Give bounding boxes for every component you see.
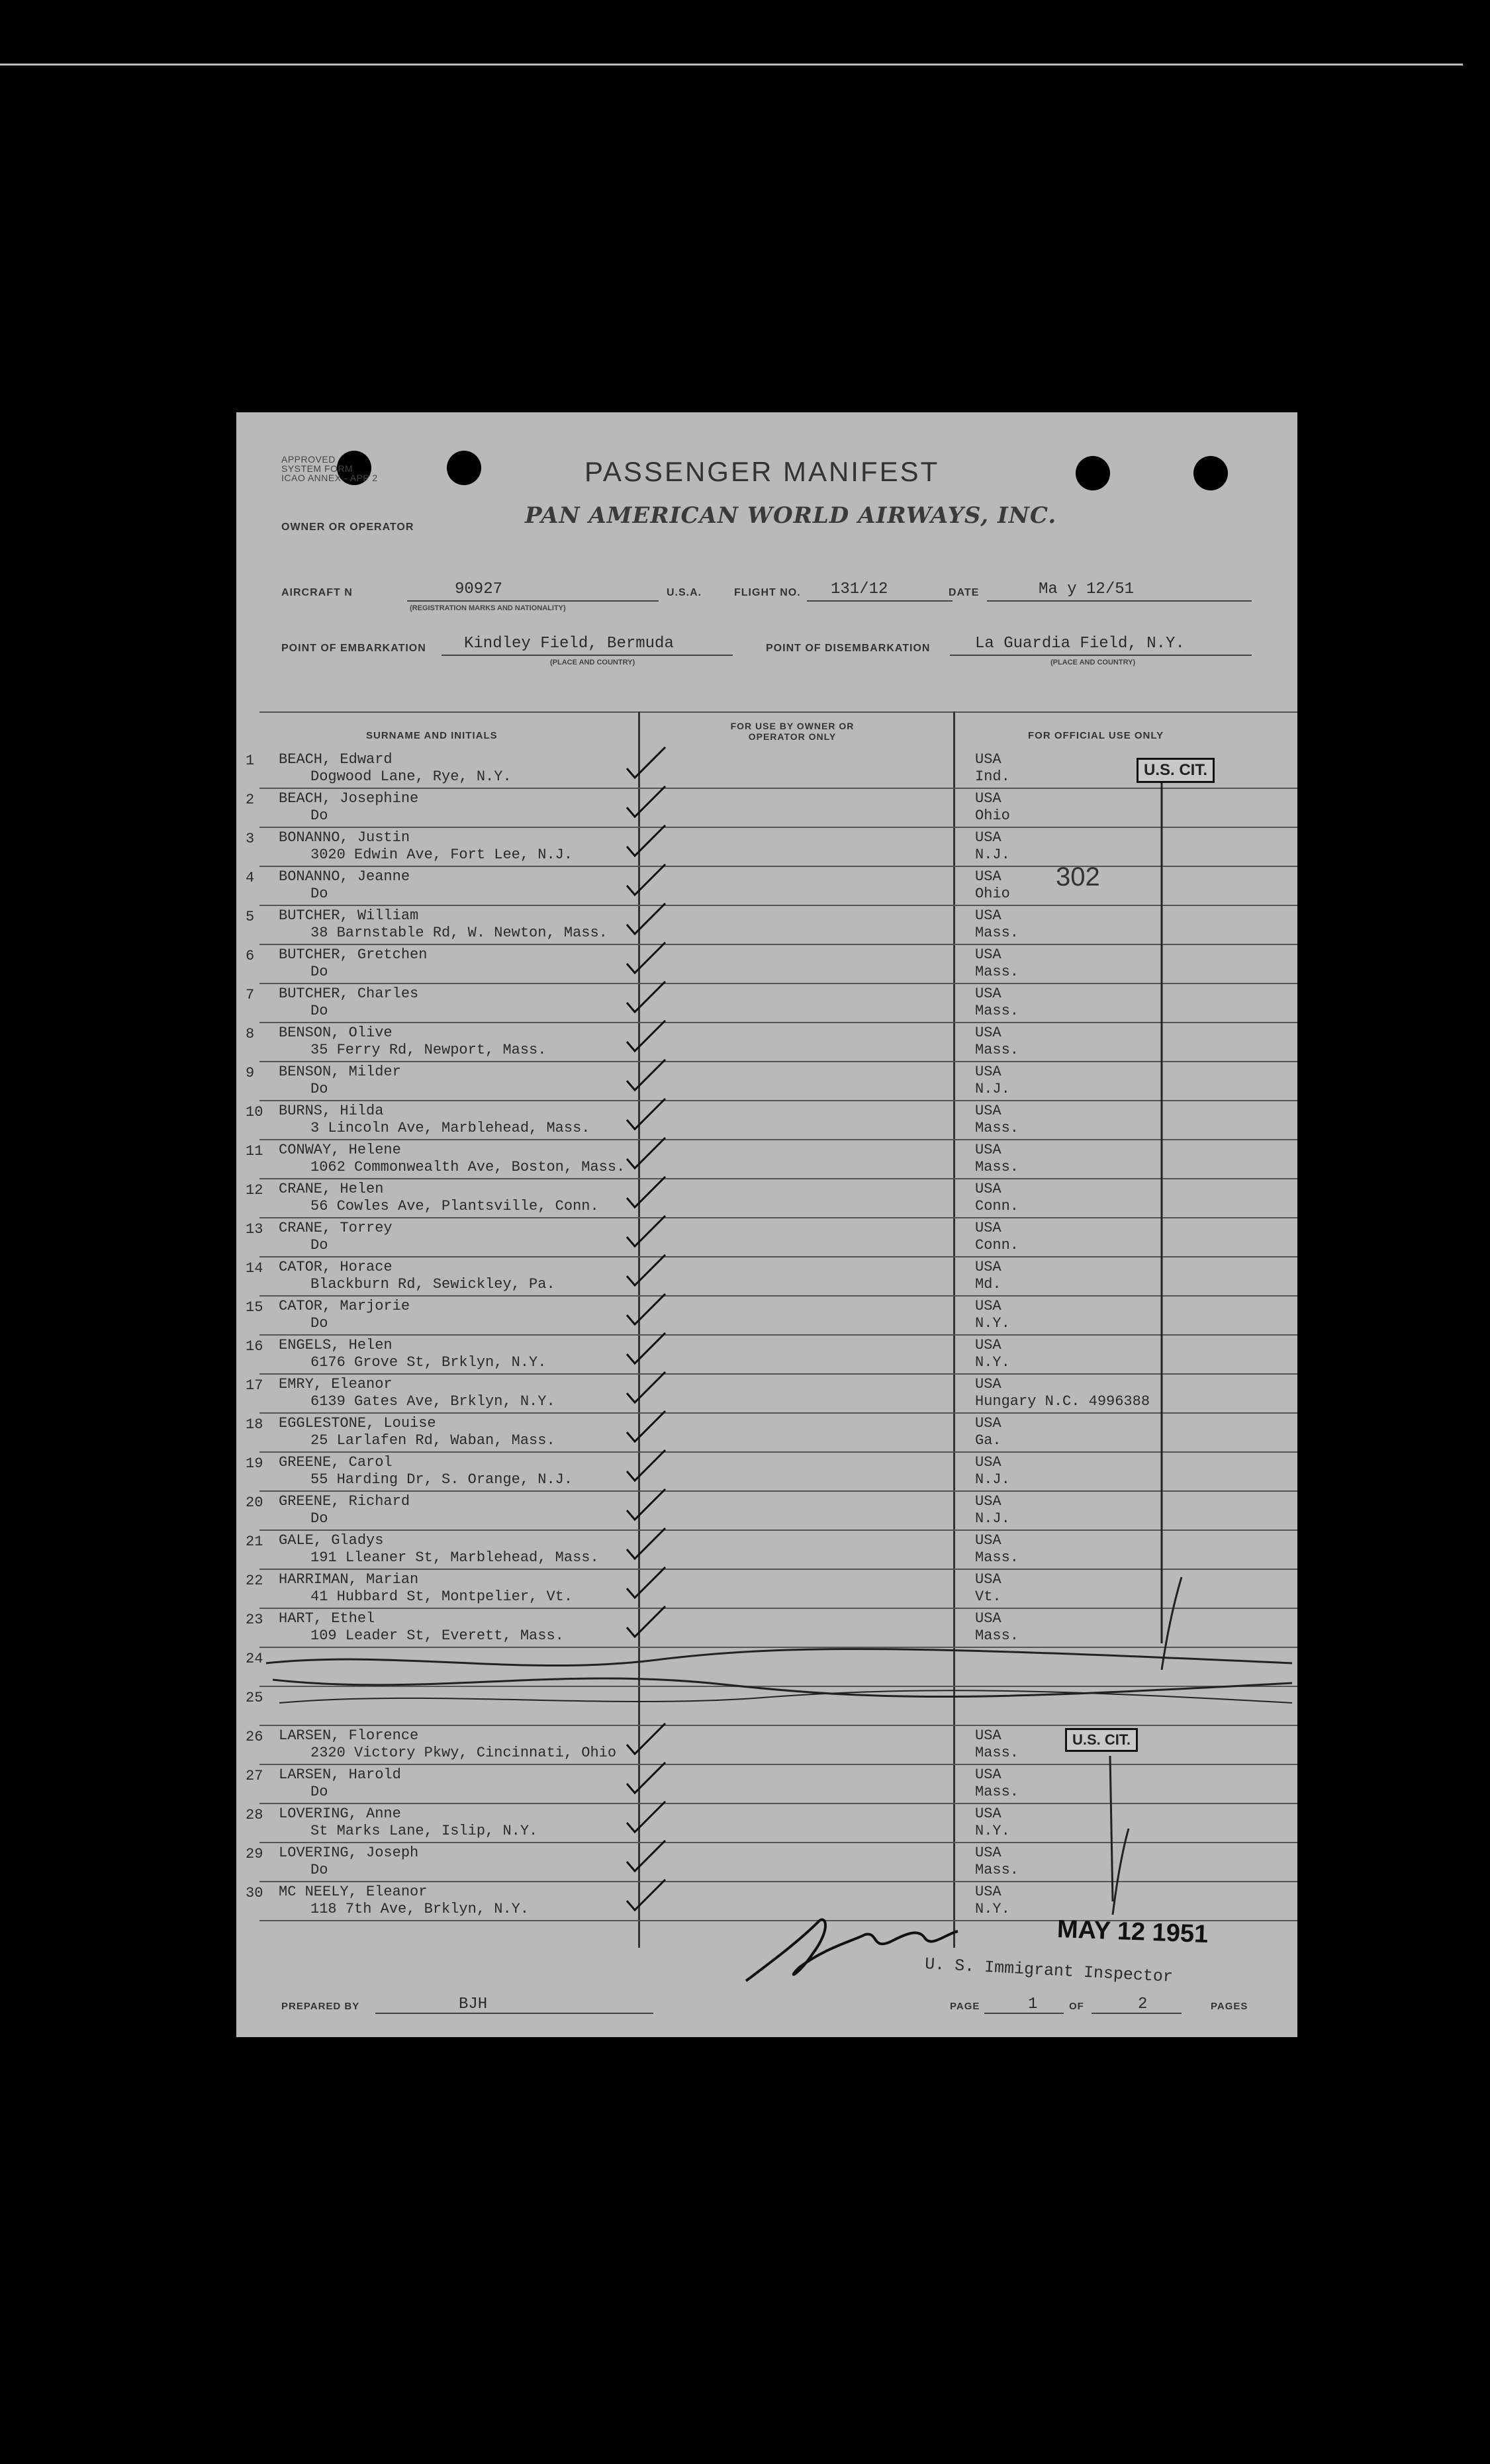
check-mark xyxy=(620,938,673,978)
embark-value: Kindley Field, Bermuda xyxy=(464,635,674,653)
row-number: 7 xyxy=(246,987,255,1003)
check-mark xyxy=(620,978,673,1017)
row-number: 9 xyxy=(246,1065,255,1081)
table-row xyxy=(236,1843,1297,1882)
passenger-address: Do xyxy=(310,1003,328,1019)
aircraft-underline xyxy=(407,600,659,602)
flight-value: 131/12 xyxy=(831,580,888,598)
check-mark xyxy=(620,860,673,900)
row-number: 4 xyxy=(246,870,255,886)
passenger-address: Do xyxy=(310,964,328,980)
residence-cell: Mass. xyxy=(975,1120,1019,1136)
residence-cell: Ga. xyxy=(975,1432,1001,1449)
nationality-cell: USA xyxy=(975,1142,1001,1158)
row-number: 29 xyxy=(246,1846,263,1862)
table-row xyxy=(236,828,1297,867)
row-number: 18 xyxy=(246,1416,263,1433)
passenger-name: EGGLESTONE, Louise xyxy=(279,1415,436,1432)
passenger-name: BONANNO, Jeanne xyxy=(279,868,410,885)
embark-sub: (PLACE AND COUNTRY) xyxy=(550,659,635,666)
nationality-cell: USA xyxy=(975,946,1001,963)
residence-cell: N.Y. xyxy=(975,1901,1010,1917)
passenger-address: Do xyxy=(310,1315,328,1332)
row-number: 28 xyxy=(246,1807,263,1823)
of-value: 2 xyxy=(1138,1995,1148,2013)
passenger-address: 6176 Grove St, Brklyn, N.Y. xyxy=(310,1354,547,1371)
residence-cell: N.Y. xyxy=(975,1315,1010,1332)
passenger-address: 3020 Edwin Ave, Fort Lee, N.J. xyxy=(310,846,573,863)
passenger-name: GREENE, Carol xyxy=(279,1454,393,1471)
nationality-cell: USA xyxy=(975,1454,1001,1471)
residence-cell: Md. xyxy=(975,1276,1001,1293)
embark-underline xyxy=(442,655,733,656)
passenger-name: BONANNO, Justin xyxy=(279,829,410,846)
inspector-title: U. S. Immigrant Inspector xyxy=(924,1954,1174,1987)
passenger-name: GREENE, Richard xyxy=(279,1493,410,1510)
check-mark xyxy=(620,1563,673,1603)
check-mark xyxy=(620,1719,673,1759)
citizenship-stamp: U.S. CIT. xyxy=(1065,1728,1138,1752)
prepared-label: PREPARED BY xyxy=(281,2001,360,2012)
passenger-name: BUTCHER, Gretchen xyxy=(279,946,428,963)
nationality-cell: USA xyxy=(975,1259,1001,1275)
residence-cell: Vt. xyxy=(975,1588,1001,1605)
nationality-cell: USA xyxy=(975,790,1001,807)
check-mark xyxy=(620,1407,673,1447)
owner-label: OWNER OR OPERATOR xyxy=(281,522,414,533)
table-row xyxy=(236,1062,1297,1101)
page-label: PAGE xyxy=(950,2001,980,2012)
passenger-address: 2320 Victory Pkwy, Cincinnati, Ohio xyxy=(310,1745,617,1761)
passenger-name: BURNS, Hilda xyxy=(279,1103,384,1119)
passenger-address: 56 Cowles Ave, Plantsville, Conn. xyxy=(310,1198,599,1214)
passenger-address: Blackburn Rd, Sewickley, Pa. xyxy=(310,1276,555,1293)
page-value: 1 xyxy=(1028,1995,1038,2013)
nationality-cell: USA xyxy=(975,1220,1001,1236)
nationality-cell: USA xyxy=(975,1610,1001,1627)
approval-line: ICAO ANNEX - APP 2 xyxy=(281,473,378,483)
row-number: 1 xyxy=(246,753,255,769)
check-mark xyxy=(620,1095,673,1134)
flight-label: FLIGHT NO. xyxy=(734,587,801,598)
nationality-cell: USA xyxy=(975,1025,1001,1041)
page-underline xyxy=(984,2013,1064,2014)
passenger-address: 35 Ferry Rd, Newport, Mass. xyxy=(310,1042,547,1058)
flight-underline xyxy=(807,600,953,602)
check-mark xyxy=(620,1017,673,1056)
disembark-label: POINT OF DISEMBARKATION xyxy=(766,643,931,654)
check-mark xyxy=(620,1290,673,1330)
passenger-name: EMRY, Eleanor xyxy=(279,1376,393,1392)
passenger-address: 25 Larlafen Rd, Waban, Mass. xyxy=(310,1432,555,1449)
row-number: 30 xyxy=(246,1885,263,1901)
residence-cell: Mass. xyxy=(975,1042,1019,1058)
punch-hole xyxy=(447,451,481,485)
check-mark xyxy=(620,743,673,783)
prepared-underline xyxy=(375,2013,653,2014)
residence-cell: Mass. xyxy=(975,1627,1019,1644)
row-number: 8 xyxy=(246,1026,255,1042)
disembark-value: La Guardia Field, N.Y. xyxy=(975,635,1185,653)
residence-cell: Mass. xyxy=(975,1159,1019,1175)
official-verification-line xyxy=(1097,1756,1137,1928)
row-number: 24 xyxy=(246,1651,263,1667)
passenger-address: Do xyxy=(310,1784,328,1800)
table-row xyxy=(236,1492,1297,1531)
row-number: 23 xyxy=(246,1612,263,1628)
punch-hole xyxy=(1076,456,1110,490)
aircraft-sub: (REGISTRATION MARKS AND NATIONALITY) xyxy=(410,604,566,612)
row-number: 19 xyxy=(246,1455,263,1472)
passenger-name: LOVERING, Anne xyxy=(279,1805,401,1822)
passenger-address: Do xyxy=(310,1510,328,1527)
check-mark xyxy=(620,1758,673,1798)
row-number: 3 xyxy=(246,831,255,847)
table-row xyxy=(236,1375,1297,1414)
row-number: 13 xyxy=(246,1221,263,1238)
residence-cell: N.J. xyxy=(975,1081,1010,1097)
passenger-name: BENSON, Milder xyxy=(279,1064,401,1080)
residence-cell: N.J. xyxy=(975,1471,1010,1488)
citizenship-stamp: U.S. CIT. xyxy=(1137,758,1215,783)
residence-cell: Mass. xyxy=(975,925,1019,941)
passenger-name: BUTCHER, William xyxy=(279,907,419,924)
check-mark xyxy=(620,1173,673,1212)
official-verification-line xyxy=(1150,783,1189,1815)
row-number: 10 xyxy=(246,1104,263,1120)
passenger-name: HARRIMAN, Marian xyxy=(279,1571,419,1588)
check-mark xyxy=(620,1134,673,1173)
manifest-sheet xyxy=(236,412,1297,2037)
passenger-name: BEACH, Edward xyxy=(279,751,393,768)
row-number: 6 xyxy=(246,948,255,964)
scan-edge-line xyxy=(0,64,1463,66)
table-row xyxy=(236,1218,1297,1257)
row-number: 20 xyxy=(246,1494,263,1511)
row-number: 17 xyxy=(246,1377,263,1394)
nationality-cell: USA xyxy=(975,1845,1001,1861)
check-mark xyxy=(620,1446,673,1486)
residence-cell: N.Y. xyxy=(975,1823,1010,1839)
nationality-cell: USA xyxy=(975,1571,1001,1588)
passenger-address: 41 Hubbard St, Montpelier, Vt. xyxy=(310,1588,573,1605)
residence-cell: N.J. xyxy=(975,846,1010,863)
nationality-cell: USA xyxy=(975,1298,1001,1314)
nationality-cell: USA xyxy=(975,1103,1001,1119)
passenger-name: CRANE, Torrey xyxy=(279,1220,393,1236)
table-row xyxy=(236,1101,1297,1140)
check-mark xyxy=(620,1368,673,1408)
table-row xyxy=(236,1023,1297,1062)
nationality-cell: USA xyxy=(975,1415,1001,1432)
column-header-official: FOR OFFICIAL USE ONLY xyxy=(1028,730,1164,741)
passenger-address: 55 Harding Dr, S. Orange, N.J. xyxy=(310,1471,573,1488)
passenger-name: BEACH, Josephine xyxy=(279,790,419,807)
approval-line: APPROVED xyxy=(281,454,336,465)
passenger-name: BUTCHER, Charles xyxy=(279,985,419,1002)
check-mark xyxy=(620,1602,673,1642)
passenger-name: CATOR, Marjorie xyxy=(279,1298,410,1314)
table-row xyxy=(236,789,1297,828)
passenger-address: Dogwood Lane, Rye, N.Y. xyxy=(310,768,512,785)
check-mark xyxy=(620,821,673,861)
row-number: 14 xyxy=(246,1260,263,1277)
passenger-address: 1062 Commonwealth Ave, Boston, Mass. xyxy=(310,1159,626,1175)
aircraft-label: AIRCRAFT N xyxy=(281,587,353,598)
passenger-address: 6139 Gates Ave, Brklyn, N.Y. xyxy=(310,1393,555,1410)
table-row xyxy=(236,1179,1297,1218)
residence-cell: Conn. xyxy=(975,1237,1019,1254)
passenger-address: 191 Lleaner St, Marblehead, Mass. xyxy=(310,1549,599,1566)
passenger-name: CRANE, Helen xyxy=(279,1181,384,1197)
passenger-name: ENGELS, Helen xyxy=(279,1337,393,1353)
row-number: 15 xyxy=(246,1299,263,1316)
passenger-address: 118 7th Ave, Brklyn, N.Y. xyxy=(310,1901,530,1917)
aircraft-value: 90927 xyxy=(455,580,503,598)
approval-note xyxy=(281,455,378,482)
check-mark xyxy=(620,1524,673,1564)
table-row xyxy=(236,1804,1297,1843)
punch-hole xyxy=(1193,456,1228,490)
passenger-name: GALE, Gladys xyxy=(279,1532,384,1549)
passenger-address: 3 Lincoln Ave, Marblehead, Mass. xyxy=(310,1120,590,1136)
nationality-cell: USA xyxy=(975,751,1001,768)
check-mark xyxy=(620,1251,673,1291)
passenger-address: Do xyxy=(310,886,328,902)
table-row xyxy=(236,1765,1297,1804)
form-title: PASSENGER MANIFEST xyxy=(584,456,940,487)
row-number: 12 xyxy=(246,1182,263,1199)
date-underline xyxy=(987,600,1252,602)
check-mark xyxy=(620,1876,673,1915)
check-mark xyxy=(620,1329,673,1369)
residence-cell: Ohio xyxy=(975,886,1010,902)
column-header-surname: SURNAME AND INITIALS xyxy=(366,730,498,741)
residence-cell: Mass. xyxy=(975,964,1019,980)
table-row xyxy=(236,945,1297,984)
nationality-cell: USA xyxy=(975,907,1001,924)
row-number: 22 xyxy=(246,1573,263,1589)
residence-cell: Mass. xyxy=(975,1784,1019,1800)
nationality-cell: USA xyxy=(975,1805,1001,1822)
table-row xyxy=(236,906,1297,945)
table-row xyxy=(236,1257,1297,1297)
table-row xyxy=(236,1726,1297,1765)
residence-cell: N.J. xyxy=(975,1510,1010,1527)
row-number: 2 xyxy=(246,792,255,808)
passenger-name: MC NEELY, Eleanor xyxy=(279,1884,428,1900)
date-stamp: MAY 12 1951 xyxy=(1056,1915,1209,1948)
check-mark xyxy=(620,1056,673,1095)
nationality-cell: USA xyxy=(975,1532,1001,1549)
nationality-cell: USA xyxy=(975,1064,1001,1080)
check-mark xyxy=(620,1212,673,1252)
column-header-owner: FOR USE BY OWNER OR OPERATOR ONLY xyxy=(730,721,855,742)
approval-line: SYSTEM FORM xyxy=(281,463,353,474)
row-number: 21 xyxy=(246,1533,263,1550)
table-row xyxy=(236,1453,1297,1492)
passenger-name: CONWAY, Helene xyxy=(279,1142,401,1158)
residence-cell: Hungary N.C. 4996388 xyxy=(975,1393,1150,1410)
embark-label: POINT OF EMBARKATION xyxy=(281,643,426,654)
table-row xyxy=(236,1336,1297,1375)
table-row xyxy=(236,867,1297,906)
check-mark xyxy=(620,1798,673,1837)
passenger-name: LARSEN, Florence xyxy=(279,1727,419,1744)
nationality-cell: USA xyxy=(975,1766,1001,1783)
official-count: 302 xyxy=(1056,862,1100,891)
passenger-address: 109 Leader St, Everett, Mass. xyxy=(310,1627,564,1644)
pages-label: PAGES xyxy=(1211,2001,1248,2012)
nationality-cell: USA xyxy=(975,868,1001,885)
table-row xyxy=(236,1414,1297,1453)
passenger-name: LARSEN, Harold xyxy=(279,1766,401,1783)
residence-cell: Conn. xyxy=(975,1198,1019,1214)
table-row xyxy=(236,1297,1297,1336)
row-number: 25 xyxy=(246,1690,263,1706)
table-row xyxy=(236,1570,1297,1609)
passenger-address: St Marks Lane, Islip, N.Y. xyxy=(310,1823,538,1839)
residence-cell: Ohio xyxy=(975,807,1010,824)
passenger-address: Do xyxy=(310,1081,328,1097)
table-row xyxy=(236,1140,1297,1179)
row-number: 5 xyxy=(246,909,255,925)
nationality-cell: USA xyxy=(975,1493,1001,1510)
row-number: 11 xyxy=(246,1143,263,1160)
residence-cell: N.Y. xyxy=(975,1354,1010,1371)
residence-cell: Ind. xyxy=(975,768,1010,785)
date-value: Ma y 12/51 xyxy=(1039,580,1135,598)
passenger-name: BENSON, Olive xyxy=(279,1025,393,1041)
nationality-cell: USA xyxy=(975,985,1001,1002)
residence-cell: Mass. xyxy=(975,1745,1019,1761)
check-mark xyxy=(620,782,673,822)
residence-cell: Mass. xyxy=(975,1003,1019,1019)
strike-through-marks xyxy=(259,1637,1297,1716)
disembark-sub: (PLACE AND COUNTRY) xyxy=(1050,659,1136,666)
check-mark xyxy=(620,1837,673,1876)
table-row xyxy=(236,1531,1297,1570)
check-mark xyxy=(620,899,673,939)
passenger-name: CATOR, Horace xyxy=(279,1259,393,1275)
residence-cell: Mass. xyxy=(975,1862,1019,1878)
date-label: DATE xyxy=(949,587,980,598)
prepared-value: BJH xyxy=(459,1995,488,2013)
nationality-cell: USA xyxy=(975,1337,1001,1353)
passenger-address: 38 Barnstable Rd, W. Newton, Mass. xyxy=(310,925,608,941)
nationality: U.S.A. xyxy=(667,587,702,598)
passenger-address: Do xyxy=(310,1237,328,1254)
passenger-name: LOVERING, Joseph xyxy=(279,1845,419,1861)
passenger-address: Do xyxy=(310,1862,328,1878)
nationality-cell: USA xyxy=(975,1884,1001,1900)
nationality-cell: USA xyxy=(975,1181,1001,1197)
of-underline xyxy=(1092,2013,1182,2014)
table-top-rule xyxy=(259,711,1297,713)
nationality-cell: USA xyxy=(975,829,1001,846)
of-label: OF xyxy=(1069,2001,1084,2012)
nationality-cell: USA xyxy=(975,1727,1001,1744)
disembark-underline xyxy=(950,655,1252,656)
operator-name: PAN AMERICAN WORLD AIRWAYS, INC. xyxy=(525,502,1057,529)
residence-cell: Mass. xyxy=(975,1549,1019,1566)
inspector-signature xyxy=(720,1901,971,1994)
passenger-name: HART, Ethel xyxy=(279,1610,375,1627)
row-number: 16 xyxy=(246,1338,263,1355)
table-row xyxy=(236,984,1297,1023)
nationality-cell: USA xyxy=(975,1376,1001,1392)
row-number: 27 xyxy=(246,1768,263,1784)
row-number: 26 xyxy=(246,1729,263,1745)
check-mark xyxy=(620,1485,673,1525)
passenger-address: Do xyxy=(310,807,328,824)
